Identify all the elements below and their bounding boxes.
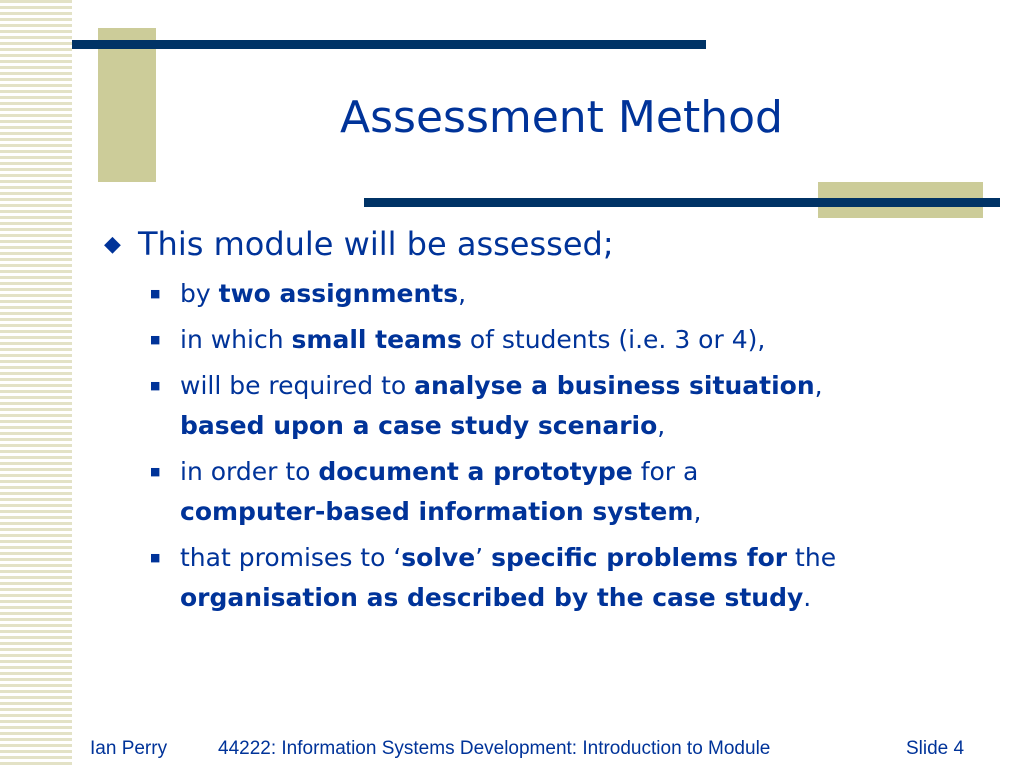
footer-author: Ian Perry xyxy=(90,738,168,759)
square-bullet-icon: ■ xyxy=(150,464,161,478)
sub-bullet-item xyxy=(100,452,1000,532)
emphasis-text: computer-based information system xyxy=(180,496,694,526)
sub-bullet-list xyxy=(100,274,1000,618)
footer-course: 44222: Information Systems Development: Introduction to Module xyxy=(218,738,771,759)
top-title-rule xyxy=(72,40,706,49)
emphasis-text: analyse a business situation xyxy=(414,370,815,400)
square-bullet-icon: ■ xyxy=(150,378,161,392)
footer-slide-number: Slide 4 xyxy=(906,738,965,759)
square-bullet-icon: ■ xyxy=(150,332,161,346)
bullet-text: , xyxy=(458,278,467,308)
bullet-text: ’ xyxy=(475,542,492,572)
sub-bullet-item xyxy=(100,366,1000,446)
sub-bullet-item xyxy=(100,274,1000,314)
bullet-text: . xyxy=(803,582,812,612)
square-bullet-icon: ■ xyxy=(150,286,161,300)
emphasis-text: two assignments xyxy=(218,278,459,308)
title-accent-block xyxy=(98,28,156,182)
emphasis-text: organisation as described by the case study xyxy=(180,582,804,612)
square-bullet-icon: ■ xyxy=(150,550,161,564)
bullet-text: , xyxy=(657,410,666,440)
bullet-text: of students (i.e. 3 or 4), xyxy=(461,324,766,354)
bottom-title-rule xyxy=(364,198,1000,207)
sub-bullet-item xyxy=(100,538,1000,618)
slide-title: Assessment Method xyxy=(340,92,783,143)
bullet-text: the xyxy=(787,542,837,572)
bullet-text: in order to xyxy=(180,456,319,486)
bullet-text: for a xyxy=(632,456,699,486)
bullet-text: , xyxy=(693,496,702,526)
sub-bullet-item xyxy=(100,320,1000,360)
emphasis-text: small teams xyxy=(291,324,462,354)
main-bullet xyxy=(100,224,1000,266)
emphasis-text: based upon a case study scenario xyxy=(180,410,658,440)
emphasis-text: specific problems for xyxy=(491,542,788,572)
bullet-text: by xyxy=(180,278,219,308)
bullet-text: will be required to xyxy=(180,370,415,400)
left-stripe-pattern xyxy=(0,0,72,768)
bullet-text: , xyxy=(814,370,823,400)
emphasis-text: document a prototype xyxy=(318,456,633,486)
bullet-text: in which xyxy=(180,324,292,354)
emphasis-text: solve xyxy=(401,542,476,572)
bullet-text: that promises to ‘ xyxy=(180,542,402,572)
slide-content xyxy=(100,224,1000,624)
main-bullet-text: This module will be assessed; xyxy=(138,225,614,263)
diamond-bullet-icon: ◆ xyxy=(104,232,121,257)
